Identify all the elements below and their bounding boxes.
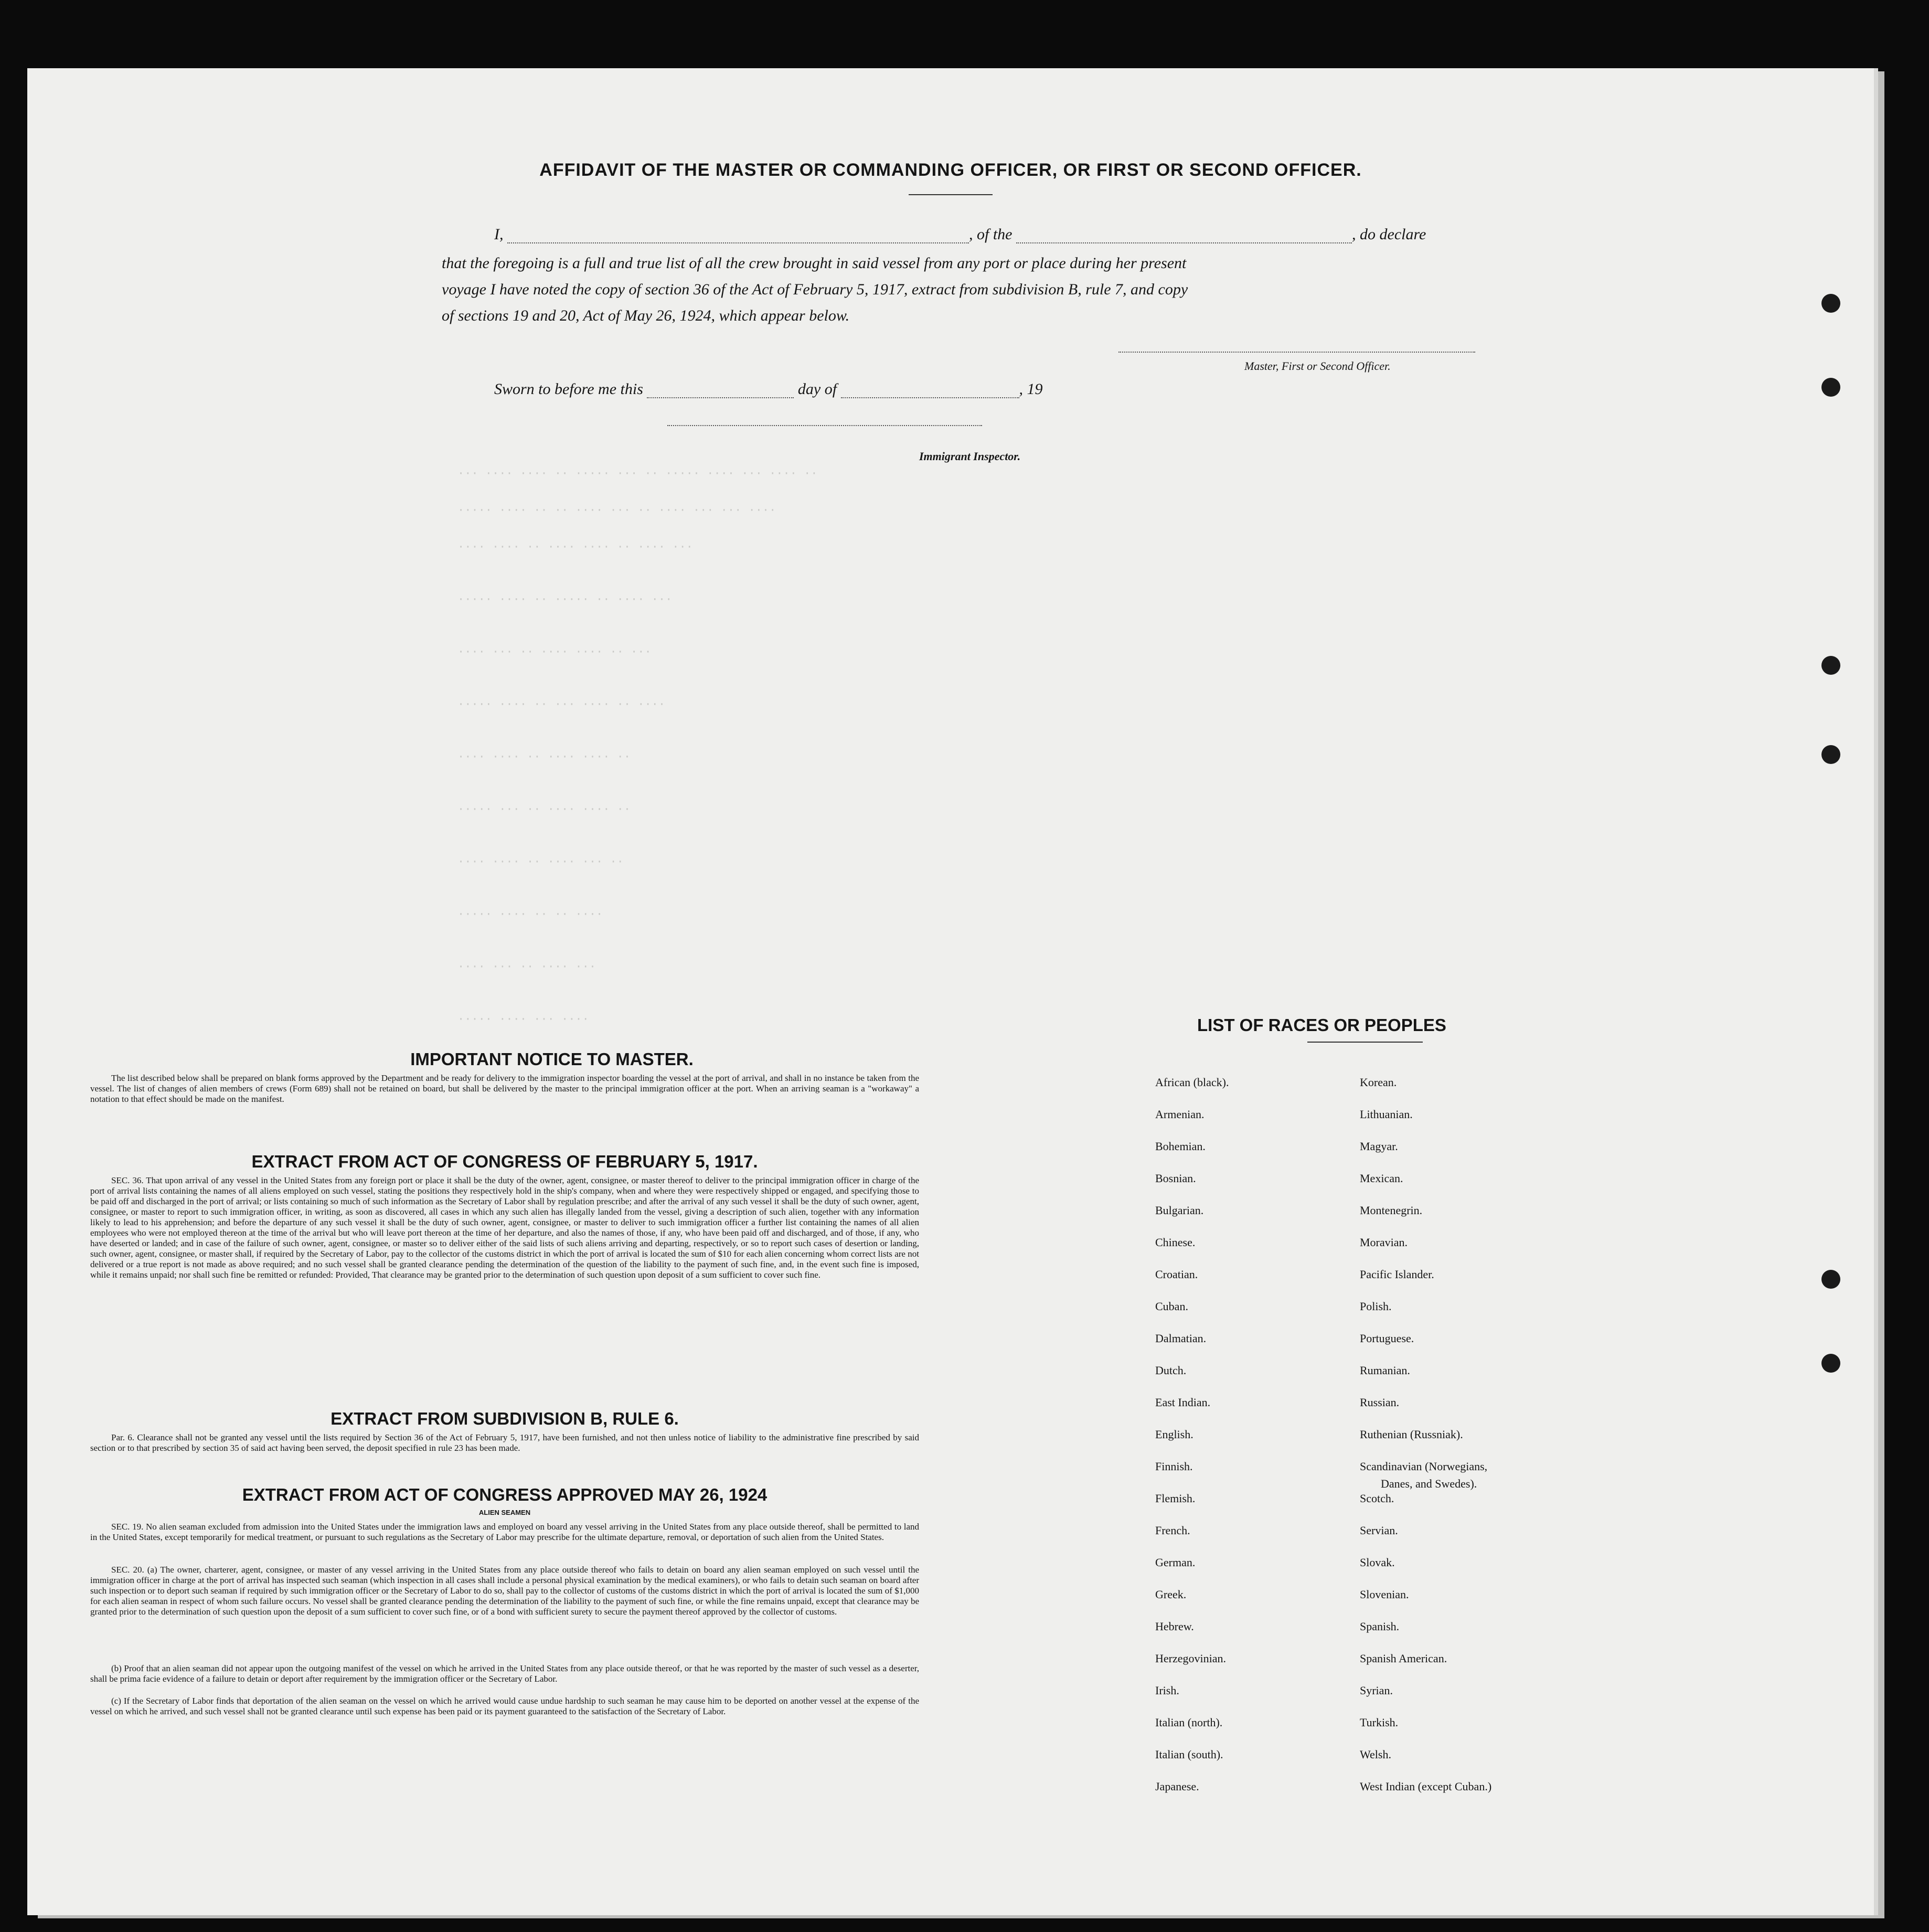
extract-1917-text: SEC. 36. That upon arrival of any vessel in the United States from any foreign port or place it shall be the duty of the owner, agent, consignee, or master thereof to deliver to the principal immigration officer in charge of the port of arrival lists containing the names of all aliens employed on such vessel, stating the positions they respectively hold in the ship's company, when and where they were respectively shipped or engaged, and specifying those to be paid off and discharged in the port of arrival; or lists containing so much of such information as the Secretary of Labor shall by regulation prescribe; and after the arrival of any such vessel it shall be the duty of such owner, agent, consignee, or master to report to such immigration officer, in writing, as soon as discovered, all cases in which any such alien has illegally landed from the vessel, giving a description of such alien, together with any information likely to lead to his apprehension; and before the departure of any such vessel it shall be the duty of such owner, agent, consignee, or master to deliver to such immigration officer a further list containing the names of all alien employees who were not employed thereon at the time of the arrival but who will leave port thereon at the time of her departure, and also the names of those, if any, who have been paid off and discharged, and of those, if any, who have deserted or landed; and in case of the failure of such owner, agent, consignee, or master so to deliver either of the said lists of such aliens arriving and departing, respectively, or so to report such cases of desertion or landing, such owner, agent, consignee, or master shall, if required by the Secretary of Labor, pay to the collector of the customs district in which the port of arrival is located the sum of $10 for each alien concerning whom correct lists are not delivered or a true report is not made as above required; and no such vessel shall be granted clearance pending the determination of the question of the liability to the payment of such fine, and, in the event such fine is imposed, while it remains unpaid; nor shall such fine be remitted or refunded: Provided, That clearance may be granted prior to the determination of such question upon deposit of a sum sufficient to cover such fine. (90, 1175, 919, 1280)
binder-hole (1821, 378, 1840, 397)
extract-1917-title: EXTRACT FROM ACT OF CONGRESS OF FEBRUARY 5, 1917. (251, 1152, 758, 1171)
vessel-field[interactable] (1016, 242, 1352, 243)
binder-hole (1821, 294, 1840, 313)
race-item: English. (1155, 1428, 1193, 1441)
affidavit-i-label: I, (494, 226, 504, 243)
race-item: Armenian. (1155, 1108, 1205, 1121)
document-page: AFFIDAVIT OF THE MASTER OR COMMANDING OFFICER, OR FIRST OR SECOND OFFICER. I, , of the , do declare that the foregoing is a full and true list of all the crew brought in said vessel from any port or place during her present voyage I have noted the copy of section 36 of the Act of February 5, 1917, extract from subdivision B, rule 7, and copy of sections 19 and 20, Act of May 26, 1924, which appear below. Master, First or Second Officer. Sworn to before me this day of , 19 Immigrant Inspector. ··· ···· ···· ·· ····· ··· ·· ····· ···· ··· ···· ·· ····· ···· ·· ·· ···· ··· ·· ···· ··· ··· ···· ···· ···· ·· ···· ···· ·· ···· ··· ····· ···· ·· ····· ·· ···· ··· ···· ··· ·· ···· ···· ·· ··· ····· ···· ·· ··· ···· ·· ···· ···· ···· ·· ···· ···· ·· ····· ··· ·· ···· ···· ·· ···· ···· ·· ···· ··· ·· ····· ···· ·· ·· ···· ···· ··· ·· ···· ··· ····· ···· ··· ···· IMPORTANT NOTICE TO MASTER. The list described below shall be prepared on blank forms approved by the Department and be ready for delivery to the immigration inspector boarding the vessel at the port of arrival, and shall in no instance be taken from the vessel. The list of changes of alien members of crews (Form 689) shall not be retained on board, but shall be delivered by the master to the principal immigration officer at the port. When an arriving seaman is a "workaway" a notation to that effect should be made on the manifest. EXTRACT FROM ACT OF CONGRESS OF FEBRUARY 5, 1917. SEC. 36. That upon arrival of any vessel in the United States from any foreign port or place it shall be the duty of the owner, agent, consignee, or master thereof to deliver to the principal immigration officer in charge of the port of arrival lists containing the names of all aliens employed on such vessel, stating the positions they respectively hold in the ship's company, when and where they were respectively shipped or engaged, and specifying those to be paid off and discharged in the port of arrival; or lists containing so much of such information as the Secretary of Labor shall by regulation prescribe; and after the arrival of any such vessel it shall be the duty of such owner, agent, consignee, or master to report to such immigration officer, in writing, as soon as discovered, all cases in which any such alien has illegally landed from the vessel, giving a description of such alien, together with any information likely to lead to his apprehension; and before the departure of any such vessel it shall be the duty of such owner, agent, consignee, or master to deliver to such immigration officer a further list containing the names of all alien employees who were not employed thereon at the time of the arrival but who will leave port thereon at the time of her departure, and also the names of those, if any, who have been paid off and discharged, and of those, if any, who have deserted or landed; and in case of the failure of such owner, agent, consignee, or master so to deliver either of the said lists of such aliens arriving and departing, respectively, or so to report such cases of desertion or landing, such owner, agent, consignee, or master shall, if required by the Secretary of Labor, pay to the collector of the customs district in which the port of arrival is located the sum of $10 for each alien concerning whom correct lists are not delivered or a true report is not made as above required; and no such vessel shall be granted clearance pending the determination of the question of the liability to the payment of such fine, and, in the event such fine is imposed, while it remains unpaid; nor shall such fine be remitted or refunded: Provided, That clearance may be granted prior to the determination of such question upon deposit of a sum sufficient to cover such fine. EXTRACT FROM SUBDIVISION B, RULE 6. Par. 6. Clearance shall not be granted any vessel until the lists required by Section 36 of the Act of February 5, 1917, have been furnished, and not then unless notice of liability to the administrative fine prescribed by said section or to that prescribed by section 35 of said act having been served, the deposit specified in rule 23 has been made. EXTRACT FROM ACT OF CONGRESS APPROVED MAY 26, 1924 ALIEN SEAMEN SEC. 19. No alien seaman excluded from admission into the United States under the immigration laws and employed on board any vessel arriving in the United States from any place outside thereof, shall be permitted to land in the United States, except temporarily for medical treatment, or pursuant to such regulations as the Secretary of Labor may prescribe for the ultimate departure, removal, or deportation of such alien from the United States. SEC. 20. (a) The owner, charterer, agent, consignee, or master of any vessel arriving in the United States from any place outside thereof who fails to detain on board any alien seaman employed on such vessel until the immigration officer in charge at the port of arrival has inspected such seaman (which inspection in all cases shall include a personal physical examination by the medical examiners), or who fails to detain such seaman on board after such inspection or to deport such seaman if required by such immigration officer or the Secretary of Labor to do so, shall pay to the collector of customs of the customs district in which the port of arrival is located the sum of $1,000 for each alien seaman in respect of whom such failure occurs. No vessel shall be granted clearance pending the determination of the liability to the payment of such fine, or while the fine remains unpaid, except that clearance may be granted prior to the determination of such question upon the deposit of a sum sufficient to cover such fine, or of a bond with sufficient surety to secure the payment thereof approved by the collector of customs. (b) Proof that an alien seaman did not appear upon the outgoing manifest of the vessel on which he arrived in the United States from any place outside thereof, or that he was reported by the master of such vessel as a deserter, shall be prima facie evidence of a failure to detain or deport after requirement by the immigration officer or the Secretary of Labor. (c) If the Secretary of Labor finds that deportation of the alien seaman on the vessel on which he arrived would cause undue hardship to such seaman he may cause him to be deported on another vessel at the expense of the vessel on which he arrived, and such vessel shall not be granted clearance until such expense has been paid or its payment guaranteed to the satisfaction of the Secretary of Labor. LIST OF RACES OR PEOPLES African (black). Armenian. Bohemian. Bosnian. Bulgarian. Chinese. Croatian. Cuban. Dalmatian. Dutch. East Indian. English. Finnish. Flemish. French. German. Greek. Hebrew. Herzegovinian. Irish. Italian (north). Italian (south). Japanese. Korean. Lithuanian. Magyar. Mexican. Montenegrin. Moravian. Pacific Islander. Polish. Portuguese. Rumanian. Russian. Ruthenian (Russniak). Scandinavian (Norwegians, Danes, and Swedes). Scotch. Servian. Slovak. Slovenian. Spanish. Spanish American. Syrian. Turkish. Welsh. West Indian (except Cuban.) (27, 68, 1874, 1915)
race-item: Portuguese. (1360, 1332, 1414, 1345)
sworn-month-field[interactable] (841, 397, 1019, 398)
race-item: Dalmatian. (1155, 1332, 1207, 1345)
race-item: Chinese. (1155, 1236, 1196, 1249)
race-item: Lithuanian. (1360, 1108, 1413, 1121)
race-item: Servian. (1360, 1524, 1398, 1537)
master-signature-line[interactable] (1118, 352, 1475, 353)
affidavit-of-label: , of the (969, 226, 1013, 243)
race-item: Hebrew. (1155, 1620, 1194, 1633)
binder-hole (1821, 1270, 1840, 1289)
binder-hole (1821, 745, 1840, 764)
race-item: French. (1155, 1524, 1190, 1537)
race-item: Slovak. (1360, 1556, 1395, 1569)
race-item: Turkish. (1360, 1716, 1399, 1729)
extract-1924-subtitle: ALIEN SEAMEN (478, 1509, 531, 1516)
race-item: Russian. (1360, 1396, 1400, 1409)
race-item: East Indian. (1155, 1396, 1211, 1409)
race-item: Croatian. (1155, 1268, 1198, 1281)
extract-1924-title: EXTRACT FROM ACT OF CONGRESS APPROVED MAY 26, 1924 (242, 1485, 768, 1504)
race-item: Cuban. (1155, 1300, 1188, 1313)
affidavit-title: AFFIDAVIT OF THE MASTER OR COMMANDING OFFICER, OR FIRST OR SECOND OFFICER. (539, 160, 1362, 180)
sworn-day-field[interactable] (647, 397, 794, 398)
races-title: LIST OF RACES OR PEOPLES (1197, 1015, 1446, 1035)
race-item: Bulgarian. (1155, 1204, 1204, 1217)
race-item: Finnish. (1155, 1460, 1193, 1473)
race-item: Slovenian. (1360, 1588, 1409, 1601)
race-item: Spanish American. (1360, 1652, 1447, 1665)
race-item: Ruthenian (Russniak). (1360, 1428, 1463, 1441)
race-item: Spanish. (1360, 1620, 1400, 1633)
race-item: Mexican. (1360, 1172, 1403, 1185)
race-item: Danes, and Swedes). (1381, 1477, 1477, 1490)
race-item: Welsh. (1360, 1748, 1391, 1761)
race-item: Flemish. (1155, 1492, 1196, 1505)
divider (909, 194, 993, 195)
race-item: Japanese. (1155, 1780, 1199, 1793)
extract-1924-sec20a: SEC. 20. (a) The owner, charterer, agent, consignee, or master of any vessel arriving in the United States from any place outside thereof who fails to detain on board any alien seaman employed on such vessel until the immigration officer in charge at the port of arrival has inspected such seaman (which inspection in all cases shall include a personal physical examination by the medical examiners), or who fails to detain such seaman on board after such inspection or to deport such seaman if required by such immigration officer or the Secretary of Labor to do so, shall pay to the collector of customs of the customs district in which the port of arrival is located the sum of $1,000 for each alien seaman in respect of whom such failure occurs. No vessel shall be granted clearance pending the determination of the liability to the payment of such fine, or while the fine remains unpaid, except that clearance may be granted prior to the determination of such question upon the deposit of a sum sufficient to cover such fine, or of a bond with sufficient surety to secure the payment thereof approved by the collector of customs. (90, 1565, 919, 1617)
race-item: Polish. (1360, 1300, 1392, 1313)
inspector-signature-line[interactable] (667, 425, 982, 426)
affidavit-line1 (494, 226, 1426, 243)
race-item: Moravian. (1360, 1236, 1408, 1249)
race-item: Greek. (1155, 1588, 1187, 1601)
race-item: Pacific Islander. (1360, 1268, 1434, 1281)
race-item: Bohemian. (1155, 1140, 1206, 1153)
race-item: Korean. (1360, 1076, 1397, 1089)
race-item: Magyar. (1360, 1140, 1398, 1153)
sworn-line (494, 380, 1043, 398)
divider (1307, 1042, 1423, 1043)
race-item: Irish. (1155, 1684, 1179, 1697)
extract-1924-sec20b: (b) Proof that an alien seaman did not appear upon the outgoing manifest of the vessel on which he arrived in the United States from any place outside thereof, or that he was reported by the master of such vessel as a deserter, shall be prima facie evidence of a failure to detain or deport after requirement by the immigration officer or the Secretary of Labor. (90, 1663, 919, 1684)
race-item: Rumanian. (1360, 1364, 1410, 1377)
race-item: African (black). (1155, 1076, 1229, 1089)
race-item: Herzegovinian. (1155, 1652, 1226, 1665)
notice-text: The list described below shall be prepared on blank forms approved by the Department and be ready for delivery to the immigration inspector boarding the vessel at the port of arrival, and shall in no instance be taken from the vessel. The list of changes of alien members of crews (Form 689) shall not be retained on board, but shall be delivered by the master to the principal immigration officer at the port. When an arriving seaman is a "workaway" a notation to that effect should be made on the manifest. (90, 1073, 919, 1104)
notice-title: IMPORTANT NOTICE TO MASTER. (410, 1049, 694, 1069)
extract-1924-sec20c: (c) If the Secretary of Labor finds that deportation of the alien seaman on the vessel on which he arrived would cause undue hardship to such seaman he may cause him to be deported on another vessel at the expense of the vessel on which he arrived, and such vessel shall not be granted clearance until such expense has been paid or its payment guaranteed to the satisfaction of the Secretary of Labor. (90, 1696, 919, 1716)
race-item: West Indian (except Cuban.) (1360, 1780, 1492, 1793)
day-of-label: day of (797, 380, 837, 398)
race-item: German. (1155, 1556, 1196, 1569)
master-signature-label: Master, First or Second Officer. (1244, 359, 1391, 373)
affidavit-line4: of sections 19 and 20, Act of May 26, 1924, which appear below. (442, 307, 850, 324)
race-item: Scandinavian (Norwegians, (1360, 1460, 1488, 1473)
name-field[interactable] (507, 242, 969, 243)
race-item: Italian (south). (1155, 1748, 1223, 1761)
binder-hole (1821, 1354, 1840, 1373)
binder-hole (1821, 656, 1840, 675)
extract-1924-sec19: SEC. 19. No alien seaman excluded from admission into the United States under the immigration laws and employed on board any vessel arriving in the United States from any place outside thereof, shall be permitted to land in the United States, except temporarily for medical treatment, or pursuant to such regulations as the Secretary of Labor may prescribe for the ultimate departure, removal, or deportation of such alien from the United States. (90, 1522, 919, 1542)
sworn-label: Sworn to before me this (494, 380, 643, 398)
subdivision-text: Par. 6. Clearance shall not be granted any vessel until the lists required by Section 36 of the Act of February 5, 1917, have been furnished, and not then unless notice of liability to the administrative fine prescribed by said section or to that prescribed by section 35 of said act having been served, the deposit specified in rule 23 has been made. (90, 1432, 919, 1453)
affidavit-line2: that the foregoing is a full and true list of all the crew brought in said vessel from any port or place during her present (442, 254, 1187, 272)
race-item: Scotch. (1360, 1492, 1394, 1505)
affidavit-declare-label: , do declare (1352, 226, 1426, 243)
inspector-label: Immigrant Inspector. (919, 450, 1021, 463)
race-item: Montenegrin. (1360, 1204, 1423, 1217)
year-label: , 19 (1019, 380, 1043, 398)
race-item: Bosnian. (1155, 1172, 1196, 1185)
race-item: Dutch. (1155, 1364, 1187, 1377)
race-item: Syrian. (1360, 1684, 1393, 1697)
subdivision-title: EXTRACT FROM SUBDIVISION B, RULE 6. (331, 1409, 679, 1428)
race-item: Italian (north). (1155, 1716, 1223, 1729)
affidavit-line3: voyage I have noted the copy of section 36 of the Act of February 5, 1917, extract from subdivision B, rule 7, and copy (442, 281, 1188, 298)
